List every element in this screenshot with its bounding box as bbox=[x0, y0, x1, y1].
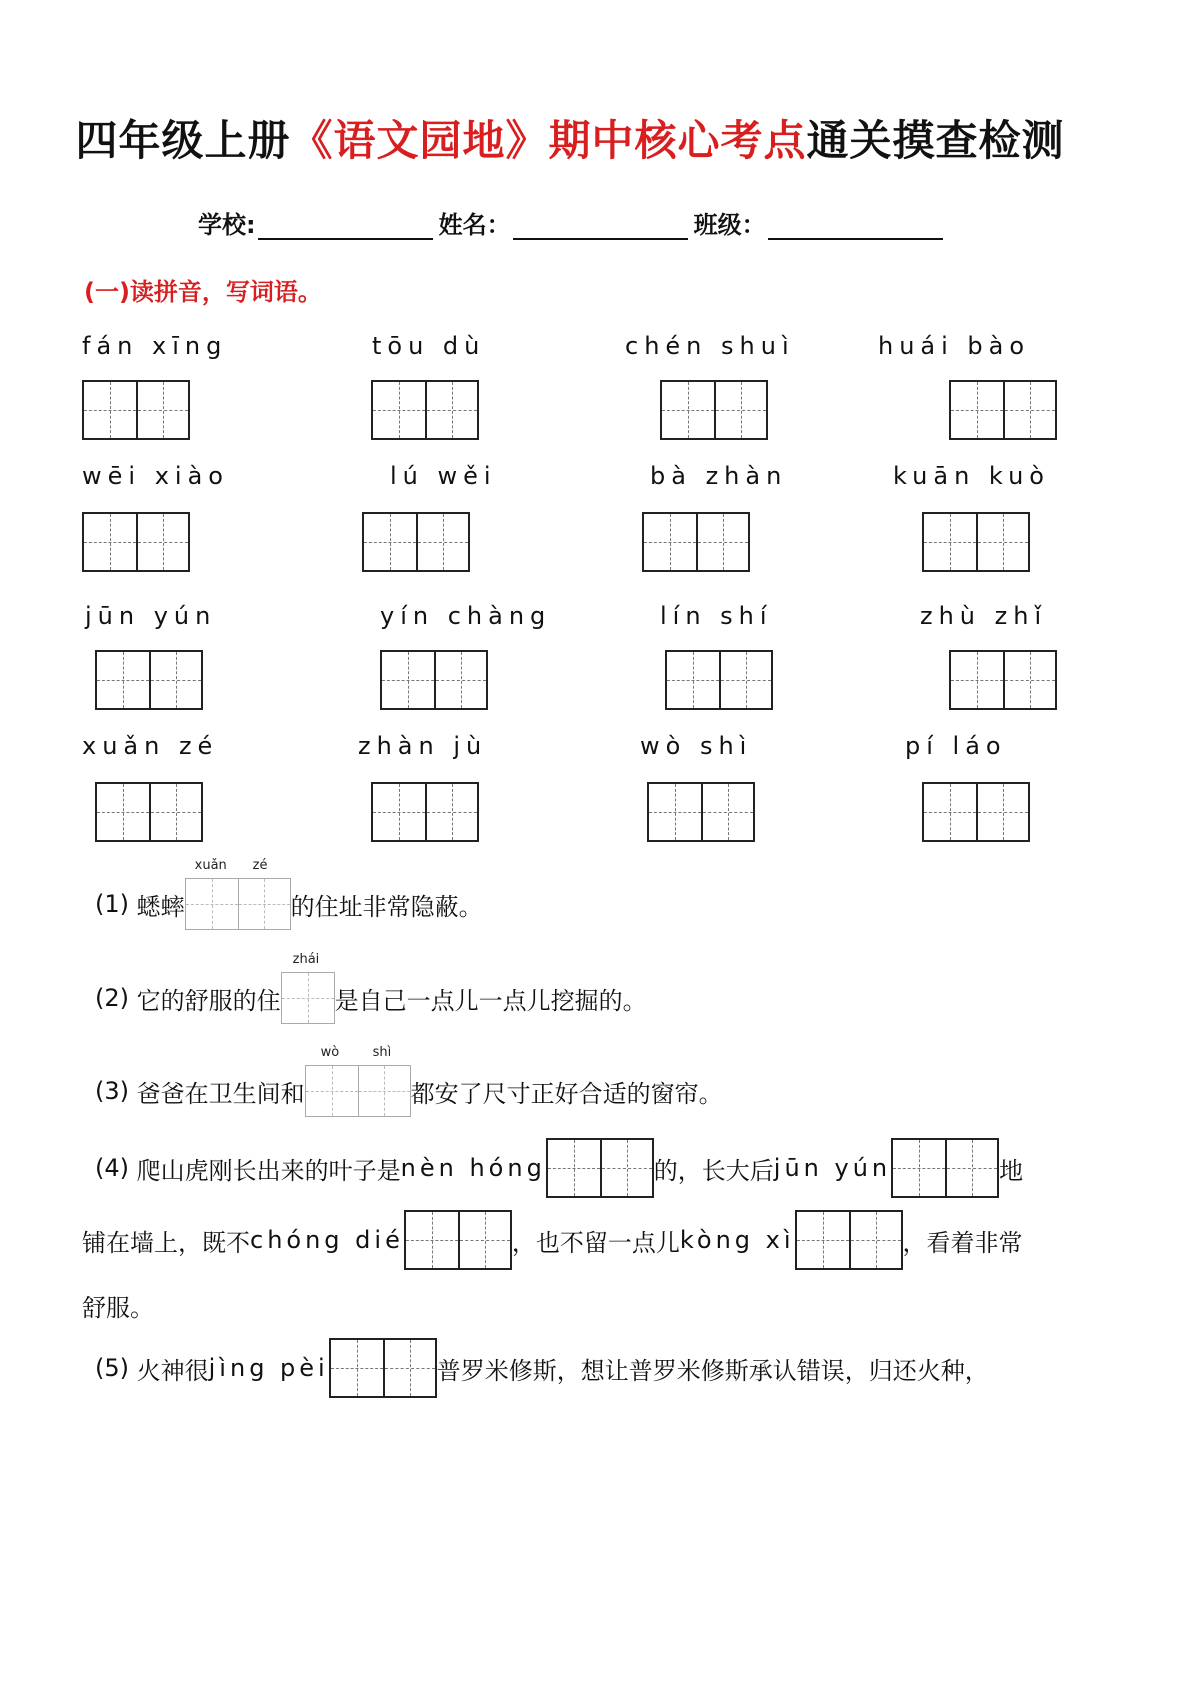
answer-box[interactable] bbox=[95, 650, 203, 710]
pinyin-label: yín chàng bbox=[380, 602, 552, 630]
school-field[interactable] bbox=[258, 216, 433, 240]
pinyin-label: lú wěi bbox=[390, 462, 497, 490]
box-pinyin: wò bbox=[320, 1045, 340, 1060]
box-pinyin: xuǎn bbox=[194, 858, 227, 873]
pinyin-label: jūn yún bbox=[85, 602, 217, 630]
pinyin-label: huái bào bbox=[878, 332, 1031, 360]
school-label: 学校: bbox=[198, 211, 256, 239]
answer-box[interactable] bbox=[305, 1045, 411, 1117]
title-part: 四年级上册 bbox=[75, 116, 291, 165]
page-title bbox=[0, 108, 1140, 168]
answer-box[interactable] bbox=[546, 1138, 654, 1198]
class-label: 班级： bbox=[693, 211, 766, 239]
sentence-1 bbox=[95, 858, 483, 930]
answer-box[interactable] bbox=[185, 858, 291, 930]
answer-box[interactable] bbox=[281, 952, 335, 1024]
sentence-text: ，看着非常 bbox=[902, 1228, 1023, 1257]
answer-box[interactable] bbox=[660, 380, 768, 440]
pinyin-label: zhàn jù bbox=[358, 732, 488, 760]
sentence-2 bbox=[95, 952, 647, 1024]
name-field[interactable] bbox=[513, 216, 688, 240]
title-part: 通关摸查检测 bbox=[806, 116, 1065, 165]
student-info bbox=[198, 205, 949, 240]
pinyin-label: pí láo bbox=[905, 732, 1007, 760]
sentence-text: 的住址非常隐蔽。 bbox=[290, 892, 483, 921]
answer-box[interactable] bbox=[795, 1210, 903, 1270]
sentence-text: 火神很 bbox=[136, 1356, 209, 1385]
sentence-text: 铺在墙上，既不 bbox=[82, 1228, 250, 1257]
sentence-text: 都安了尺寸正好合适的窗帘。 bbox=[410, 1079, 723, 1108]
name-label: 姓名： bbox=[438, 211, 511, 239]
title-highlight: 《语文园地》期中核心考点 bbox=[290, 116, 807, 165]
pinyin-prompt: jìng pèi bbox=[208, 1354, 329, 1382]
answer-box[interactable] bbox=[371, 380, 479, 440]
answer-box[interactable] bbox=[82, 512, 190, 572]
answer-box[interactable] bbox=[95, 782, 203, 842]
sentence-4-line-3: 舒服。 bbox=[82, 1294, 154, 1322]
item-number: (4) bbox=[95, 1154, 129, 1182]
pinyin-label: wēi xiào bbox=[82, 462, 229, 490]
sentence-text: 的，长大后 bbox=[653, 1156, 774, 1185]
sentence-3 bbox=[95, 1045, 723, 1117]
answer-box[interactable] bbox=[922, 512, 1030, 572]
answer-box[interactable] bbox=[371, 782, 479, 842]
pinyin-label: xuǎn zé bbox=[82, 732, 219, 760]
item-number: (2) bbox=[95, 984, 129, 1012]
answer-box[interactable] bbox=[949, 380, 1057, 440]
pinyin-prompt: nèn hóng bbox=[400, 1154, 546, 1182]
answer-box[interactable] bbox=[665, 650, 773, 710]
pinyin-label: kuān kuò bbox=[893, 462, 1050, 490]
answer-box[interactable] bbox=[949, 650, 1057, 710]
answer-box[interactable] bbox=[329, 1338, 437, 1398]
sentence-text: ，也不留一点儿 bbox=[511, 1228, 680, 1257]
pinyin-label: lín shí bbox=[660, 602, 773, 630]
sentence-text: 是自己一点儿一点儿挖掘的。 bbox=[334, 986, 647, 1015]
pinyin-label: tōu dù bbox=[372, 332, 486, 360]
answer-box[interactable] bbox=[642, 512, 750, 572]
item-number: (1) bbox=[95, 890, 129, 918]
answer-box[interactable] bbox=[647, 782, 755, 842]
pinyin-label: fán xīng bbox=[82, 332, 228, 360]
box-pinyin: zé bbox=[252, 858, 268, 873]
pinyin-prompt: jūn yún bbox=[773, 1154, 892, 1182]
sentence-text: 它的舒服的住 bbox=[136, 986, 281, 1015]
answer-box[interactable] bbox=[362, 512, 470, 572]
sentence-4-line-1 bbox=[95, 1138, 1023, 1198]
sentence-text: 地 bbox=[999, 1156, 1024, 1185]
pinyin-prompt: chóng dié bbox=[250, 1226, 404, 1254]
pinyin-label: bà zhàn bbox=[650, 462, 788, 490]
sentence-5 bbox=[95, 1338, 989, 1398]
box-pinyin: zhái bbox=[292, 952, 320, 967]
sentence-text: 蟋蟀 bbox=[136, 892, 185, 921]
section-heading: (一)读拼音，写词语。 bbox=[84, 278, 322, 306]
answer-box[interactable] bbox=[922, 782, 1030, 842]
answer-box[interactable] bbox=[82, 380, 190, 440]
answer-box[interactable] bbox=[404, 1210, 512, 1270]
pinyin-label: zhù zhǐ bbox=[920, 602, 1048, 630]
pinyin-prompt: kòng xì bbox=[679, 1226, 795, 1254]
item-number: (3) bbox=[95, 1077, 129, 1105]
box-pinyin: shì bbox=[372, 1045, 392, 1060]
answer-box[interactable] bbox=[891, 1138, 999, 1198]
sentence-text: 爬山虎刚长出来的叶子是 bbox=[136, 1156, 401, 1185]
item-number: (5) bbox=[95, 1354, 129, 1382]
pinyin-label: wò shì bbox=[640, 732, 753, 760]
sentence-4-line-2 bbox=[82, 1210, 1023, 1270]
pinyin-label: chén shuì bbox=[625, 332, 795, 360]
sentence-text: 普罗米修斯，想让普罗米修斯承认错误，归还火种， bbox=[436, 1356, 989, 1385]
sentence-text: 爸爸在卫生间和 bbox=[136, 1079, 305, 1108]
class-field[interactable] bbox=[768, 216, 943, 240]
answer-box[interactable] bbox=[380, 650, 488, 710]
